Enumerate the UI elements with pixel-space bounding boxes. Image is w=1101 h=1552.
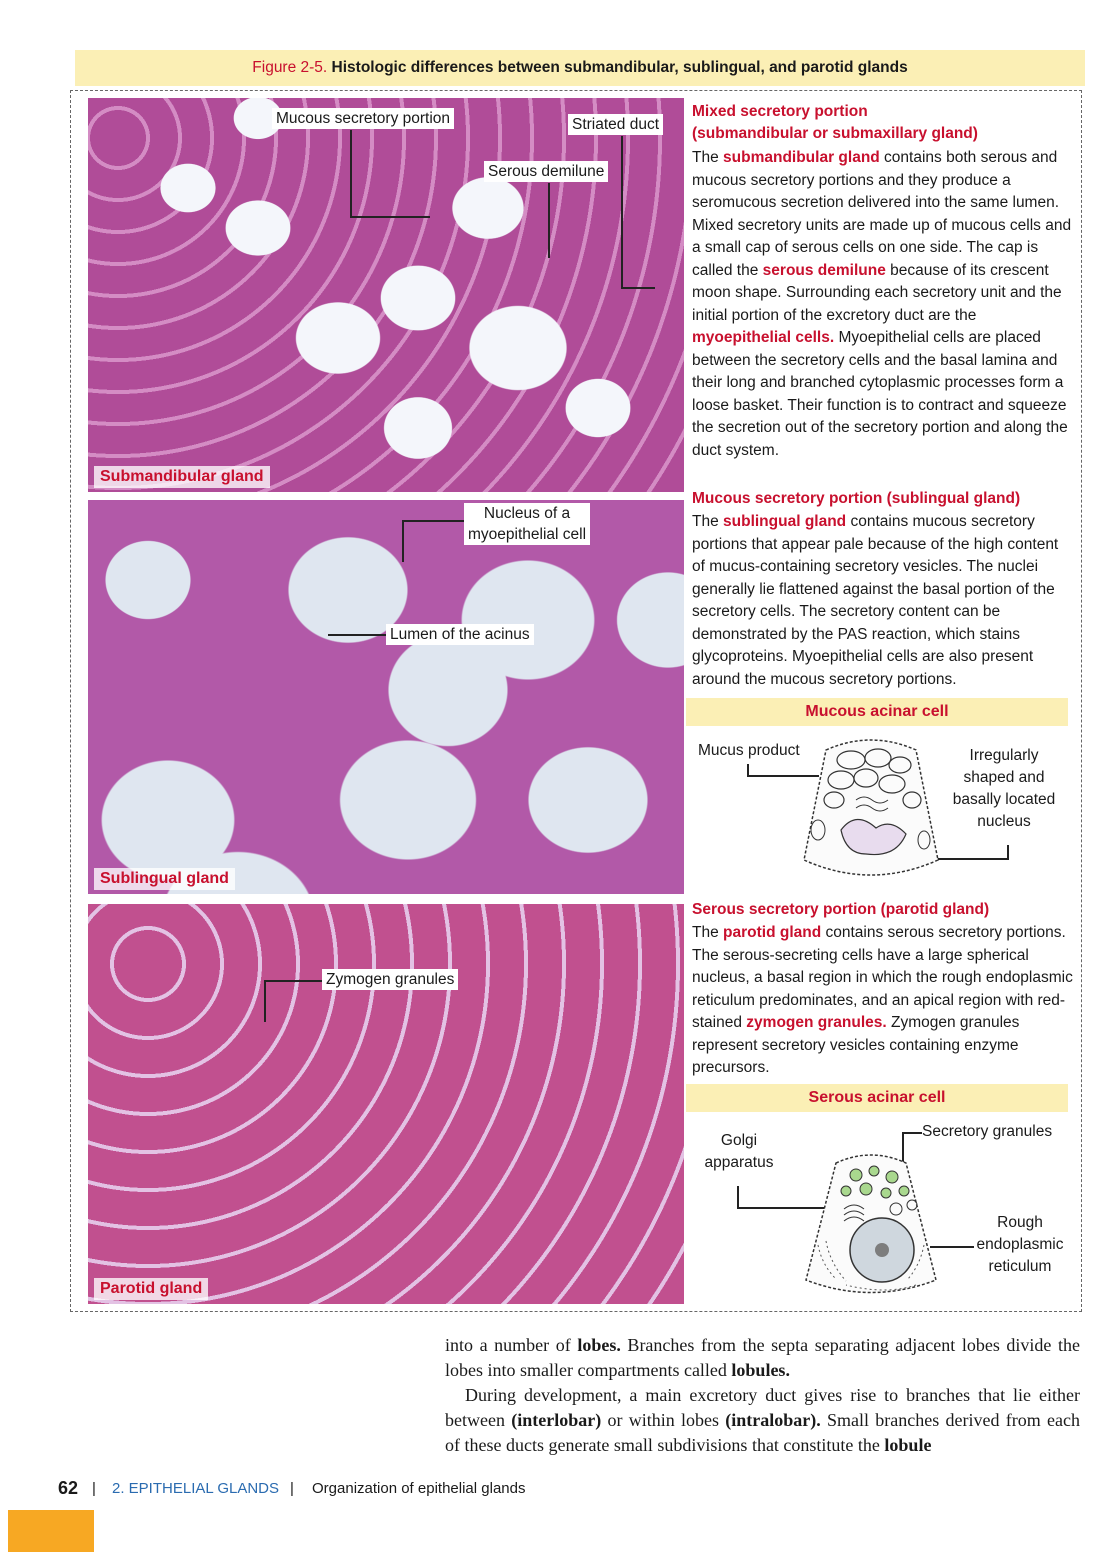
leader-line (737, 1186, 739, 1208)
text: The (692, 924, 724, 941)
label-line: Irregularly (969, 747, 1039, 764)
label-line: apparatus (704, 1154, 774, 1171)
footer-separator: | (290, 1480, 294, 1497)
leader-line (264, 980, 266, 1022)
mixed-heading (692, 101, 1077, 145)
footer-chapter: 2. EPITHELIAL GLANDS (112, 1480, 280, 1497)
serous-acinar-cell-diagram (796, 1145, 946, 1305)
callout-striated-duct: Striated duct (568, 114, 663, 135)
term: lobes. (577, 1335, 621, 1355)
label-golgi-apparatus (700, 1130, 778, 1174)
term: myoepithelial cells. (692, 329, 835, 346)
sublingual-micrograph (88, 500, 684, 894)
parotid-micrograph (88, 904, 684, 1304)
submandibular-micrograph (88, 98, 684, 492)
figure-title (75, 50, 1085, 86)
label-line: shaped and (963, 769, 1045, 786)
text: Small branches derived from each of these ducts generate small subdivisions that constitute the (445, 1410, 1080, 1455)
text: because of its crescent moon shape. Surrounding each secretory unit and the initial portion of the excretory duct are the (692, 261, 1062, 324)
leader-line (902, 1132, 922, 1134)
text: contains serous secretory portions. The serous-secreting cells have a large spherical nucleus, a basal region in which the rough endoplasmic reticulum predominates, and an apical region with red-stained (692, 924, 1073, 1031)
serous-heading: Serous secretory portion (parotid gland) (692, 901, 990, 918)
callout-acinus-lumen: Lumen of the acinus (386, 624, 534, 645)
label-line: nucleus (977, 813, 1031, 830)
term: lobules. (731, 1360, 790, 1380)
serous-cell-title: Serous acinar cell (686, 1084, 1068, 1112)
mucous-acinar-cell-diagram (796, 730, 946, 890)
mixed-description (692, 147, 1078, 462)
page-tab (8, 1510, 94, 1552)
callout-mucous-secretory: Mucous secretory portion (272, 108, 454, 129)
label-line: basally located (952, 791, 1056, 808)
text: contains mucous secretory portions that appear pale because of the high content of mucus-containing secretory vesicles. The nuclei generally lie flattened against the basal portion of the secretory cells. The secretory content can be demonstrated by the PAS reaction, which stains glycoproteins. Myoepithelial cells are also present around the mucous secretory portions. (692, 513, 1059, 688)
leader-line (350, 130, 352, 218)
serous-description (692, 922, 1074, 1080)
leader-line (402, 520, 404, 562)
leader-line (621, 136, 623, 288)
callout-zymogen-granules: Zymogen granules (322, 969, 458, 990)
leader-line (328, 634, 386, 636)
heading-line: Mixed secretory portion (692, 103, 868, 120)
body-paragraph-2 (445, 1383, 1080, 1458)
label-line: Rough (997, 1214, 1043, 1231)
heading-line: (submandibular or submaxillary gland) (692, 125, 978, 142)
label-line: Golgi (720, 1132, 758, 1149)
submandibular-label: Submandibular gland (94, 466, 270, 488)
text: The (692, 149, 724, 166)
leader-line (350, 216, 430, 218)
term: sublingual gland (723, 513, 847, 530)
label-irregular-nucleus (948, 745, 1060, 833)
figure-caption: Histologic differences between submandibular, sublingual, and parotid glands (331, 59, 908, 76)
mucous-description (692, 511, 1072, 691)
label-mucus-product: Mucus product (698, 742, 800, 759)
text: or within lobes (601, 1410, 726, 1430)
callout-line: Nucleus of a (483, 505, 571, 522)
term: (intralobar). (725, 1410, 821, 1430)
callout-myoepithelial-nucleus (464, 503, 590, 545)
term: (interlobar) (511, 1410, 602, 1430)
term: zymogen granules. (746, 1014, 887, 1031)
text: contains both serous and mucous secretory portions and they produce a seromucous secretion delivered into the same lumen. Mixed secretory units are made up of mucous cells and a small cap of serous cells on one side. The cap is called the (692, 149, 1072, 279)
text: The (692, 513, 724, 530)
callout-line: myoepithelial cell (468, 526, 587, 543)
label-line: endoplasmic (976, 1236, 1064, 1253)
label-rough-er (974, 1212, 1066, 1278)
page-number: 62 (58, 1478, 79, 1498)
leader-line (1007, 845, 1009, 859)
label-secretory-granules: Secretory granules (922, 1123, 1053, 1140)
mucous-heading: Mucous secretory portion (sublingual gland) (692, 490, 1021, 507)
leader-line (621, 287, 655, 289)
term: lobule (884, 1435, 932, 1455)
sublingual-label: Sublingual gland (94, 868, 235, 890)
footer-section: Organization of epithelial glands (312, 1480, 526, 1497)
term: parotid gland (723, 924, 822, 941)
text: into a number of (445, 1335, 578, 1355)
mucous-cell-title: Mucous acinar cell (686, 698, 1068, 726)
footer-separator: | (92, 1480, 96, 1497)
figure-number: Figure 2-5. (252, 59, 328, 76)
leader-line (548, 183, 550, 258)
text: Zymogen granules represent secretory vesicles containing enzyme precursors. (692, 1014, 1020, 1076)
label-line: reticulum (988, 1258, 1052, 1275)
parotid-label: Parotid gland (94, 1278, 208, 1300)
term: submandibular gland (723, 149, 880, 166)
term: serous demilune (762, 261, 886, 279)
body-paragraph-1 (445, 1333, 1080, 1383)
text: Branches from the septa separating adjacent lobes divide the lobes into smaller compartments called (445, 1335, 1080, 1380)
text: During development, a main excretory duct gives rise to branches that lie either between (445, 1385, 1080, 1430)
callout-serous-demilune: Serous demilune (484, 161, 608, 182)
text: Myoepithelial cells are placed between the secretory cells and the basal lamina and their long and branched cytoplasmic processes form a loose basket. Their function is to contract and squeeze the secretion out of the secretory portion and along the duct system. (692, 329, 1068, 459)
leader-line (264, 980, 322, 982)
leader-line (402, 520, 464, 522)
